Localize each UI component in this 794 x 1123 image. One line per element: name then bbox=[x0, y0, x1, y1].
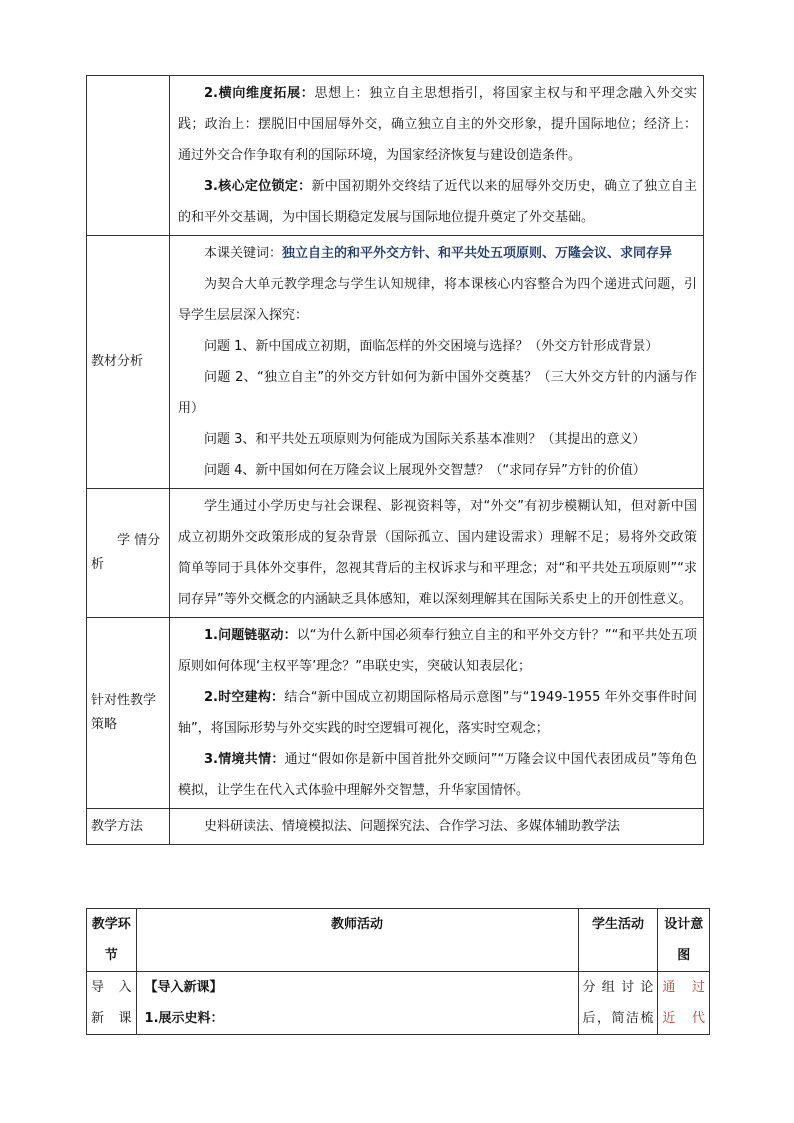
paragraph-text: 思想上：独立自主思想指引，将国家主权与和平理念融入外交实践；政治上：摆脱旧中国屈辱外交，确立独立自主的外交形象，提升国际地位；经济上：通过外交合作争取有利的国际环境，为国家经济恢复与建设创造条件。 bbox=[178, 86, 697, 163]
paragraph: 史料研读法、情境模拟法、问题探究法、合作学习法、多媒体辅助教学法 bbox=[204, 819, 621, 834]
section-heading: 【导入新课】 bbox=[144, 980, 223, 995]
paragraph: 为契合大单元教学理念与学生认知规律，将本课核心内容整合为四个递进式问题，引导学生层层深入探究： bbox=[178, 277, 697, 323]
keywords-paragraph bbox=[178, 238, 697, 269]
student-activity-cell: 分组讨论后，简洁梳 bbox=[578, 972, 658, 1035]
header-design-intent: 设计意图 bbox=[658, 909, 710, 972]
table-row bbox=[87, 76, 704, 236]
row-label: 教材分析 bbox=[87, 236, 170, 489]
row-label: 针对性教学策略 bbox=[87, 618, 170, 809]
paragraph: 学生通过小学历史与社会课程、影视资料等，对“外交”有初步模糊认知，但对新中国成立初期外交政策形成的复杂背景（国际孤立、国内建设需求）理解不足；易将外交政策简单等同于具体外交事件，忽视其背后的主权诉求与和平理念；对“和平共处五项原则”“求同存异”等外交概念的内涵缺乏具体感知，难以深刻理解其在国际关系史上的开创性意义。 bbox=[178, 499, 697, 607]
paragraph bbox=[178, 78, 697, 171]
table-row bbox=[87, 972, 710, 1035]
bold-heading: 1.问题链驱动： bbox=[204, 628, 297, 643]
student-analysis-cell bbox=[170, 489, 704, 618]
paragraph bbox=[178, 620, 697, 682]
design-intent-cell: 通 过近 代 bbox=[658, 972, 710, 1035]
row-label: 学 情分析 bbox=[87, 489, 170, 618]
stage-cell: 导 入新课 bbox=[87, 972, 137, 1035]
row-label: 教学方法 bbox=[87, 809, 170, 845]
keyword-prefix: 本课关键词： bbox=[204, 246, 283, 261]
question-item: 问题 4、新中国如何在万隆会议上展现外交智慧？（“求同存异”方针的价值） bbox=[204, 463, 646, 478]
paragraph bbox=[178, 171, 697, 233]
paragraph-text: 通过“假如你是新中国首批外交顾问”“万隆会议中国代表团成员”等角色模拟，让学生在代入式体验中理解外交智慧，升华家国情怀。 bbox=[178, 752, 697, 798]
paragraph bbox=[178, 744, 697, 806]
question-item: 问题 1、新中国成立初期，面临怎样的外交困境与选择？（外交方针形成背景） bbox=[204, 339, 659, 354]
methods-cell bbox=[170, 809, 704, 845]
table-row bbox=[87, 489, 704, 618]
header-stage: 教学环节 bbox=[87, 909, 137, 972]
strategy-cell bbox=[170, 618, 704, 809]
step-heading: 1.展示史料： bbox=[144, 1011, 224, 1026]
dimension-cell bbox=[170, 76, 704, 236]
table-row bbox=[87, 809, 704, 845]
bold-heading: 3.核心定位锁定： bbox=[204, 179, 312, 194]
bold-heading: 2.时空建构： bbox=[204, 690, 285, 705]
empty-label-cell bbox=[87, 76, 170, 236]
keywords: 独立自主的和平外交方针、和平共处五项原则、万隆会议、求同存异 bbox=[282, 246, 673, 261]
bold-heading: 2.横向维度拓展： bbox=[204, 86, 315, 101]
header-teacher-activity: 教师活动 bbox=[136, 909, 578, 972]
paragraph bbox=[178, 682, 697, 744]
header-row bbox=[87, 909, 710, 972]
table-row bbox=[87, 236, 704, 489]
table-row bbox=[87, 618, 704, 809]
question-item: 问题 3、和平共处五项原则为何能成为国际关系基本准则？（其提出的意义） bbox=[204, 432, 646, 447]
paragraph-text: 新中国初期外交终结了近代以来的屈辱外交历史，确立了独立自主的和平外交基调，为中国长期稳定发展与国际地位提升奠定了外交基础。 bbox=[178, 179, 697, 225]
lesson-plan-table bbox=[86, 75, 704, 845]
paragraph-text: 结合“新中国成立初期国际格局示意图”与“1949-1955 年外交事件时间轴”，将国际形势与外交实践的时空逻辑可视化，落实时空观念； bbox=[178, 690, 697, 736]
textbook-analysis-cell bbox=[170, 236, 704, 489]
bold-heading: 3.情境共情： bbox=[204, 752, 285, 767]
header-student-activity: 学生活动 bbox=[578, 909, 658, 972]
paragraph-text: 以“为什么新中国必须奉行独立自主的和平外交方针？”“和平共处五项原则如何体现‘主权平等’理念？”串联史实，突破认知表层化； bbox=[178, 628, 697, 674]
teaching-process-table bbox=[86, 908, 710, 1035]
question-item: 问题 2、“独立自主”的外交方针如何为新中国外交奠基？（三大外交方针的内涵与作用） bbox=[178, 370, 697, 416]
teacher-activity-cell bbox=[136, 972, 578, 1035]
